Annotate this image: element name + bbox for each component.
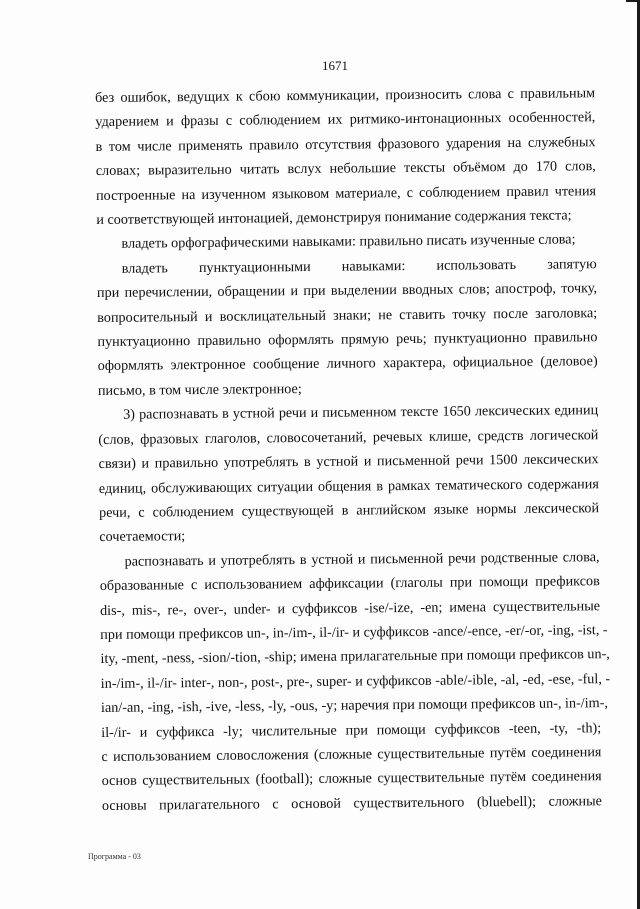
text-line: сочетаемости; xyxy=(99,528,186,546)
body-text xyxy=(95,81,611,818)
text-line: владеть пунктуационными навыками: использовать запятую xyxy=(121,256,597,277)
text-line: образованные с использованием аффиксации (глаголы при помощи префиксов xyxy=(99,573,600,595)
paragraph xyxy=(97,252,598,403)
text-line: речи, с соблюдением существующей в английском языке нормы лексической xyxy=(99,500,600,521)
text-line: связи) и правильно употреблять в устной и письменной речи 1500 лексических xyxy=(98,451,599,473)
text-line: и соответствующей интонацией, демонстрируя понимание содержания текста; xyxy=(96,207,572,229)
text-line: построенные на изученном языковом материале, с соблюдением правил чтения xyxy=(95,182,597,204)
text-line: пунктуационно правильно оформлять прямую речь; пунктуационно правильно xyxy=(97,329,598,351)
text-line: единиц, обслуживающих ситуации общения в рамках тематического содержания xyxy=(98,475,599,497)
text-line: dis-, mis-, re-, over-, under- и суффиксов -ise/-ize, -en; имена существительные xyxy=(99,597,601,619)
text-line: ian/-an, -ing, -ish, -ive, -less, -ly, -ous, -y; наречия при помощи префиксов un-, in-/im-, xyxy=(100,695,609,717)
paragraph xyxy=(99,545,611,818)
page-number: 1671 xyxy=(322,58,348,73)
text-line: основ существительных (football); сложные существительные путём соединения xyxy=(101,768,602,790)
text-line: владеть орфографическими навыками: правильно писать изученные слова; xyxy=(121,231,576,253)
text-line: ударением и фразы с соблюдением их ритмико-интонационных особенностей, xyxy=(95,109,596,131)
text-line: словах; выразительно читать вслух небольшие тексты объёмом до 170 слов, xyxy=(95,158,596,180)
text-line: с использованием словосложения (сложные существительные путём соединения xyxy=(101,744,602,765)
text-line: в том числе применять правило отсутствия фразового ударения на служебных xyxy=(95,134,596,155)
text-line: (слов, фразовых глаголов, словосочетаний, речевых клише, средств логической xyxy=(98,426,599,448)
text-line: при перечислении, обращении и при выделении вводных слов; апостроф, точку, xyxy=(96,280,598,302)
scan-edge-corner xyxy=(626,0,640,2)
paragraph xyxy=(95,81,596,232)
text-line: при помощи префиксов un-, in-/im-, il-/ir- и суффиксов -ance/-ence, -er/-or, -ing, -ist, - xyxy=(100,622,608,643)
text-line: вопросительный и восклицательный знаки; не ставить точку после заголовка; xyxy=(97,304,598,326)
paragraph xyxy=(98,398,599,549)
text-line: il-/ir- и суффикса -ly; числительные при помощи суффиксов -teen, -ty, -th); xyxy=(101,719,602,741)
text-line: распознавать и употреблять в устной и письменной речи родственные слова, xyxy=(124,548,600,570)
text-line: 3) распознавать в устной речи и письменном тексте 1650 лексических единиц xyxy=(123,402,599,424)
text-line: оформлять электронное сообщение личного характера, официальное (деловое) xyxy=(97,353,598,375)
text-line: основы прилагательного с основой существительного (bluebell); сложные xyxy=(101,792,602,814)
footer-label: Программа - 03 xyxy=(88,852,141,861)
text-line: без ошибок, ведущих к сбою коммуникации, произносить слова с правильным xyxy=(95,85,596,106)
text-line: in-/im-, il-/ir- inter-, non-, post-, pre-, super- и суффиксов -able/-ible, -al, -ed, -ese, -ful, - xyxy=(100,670,611,692)
text-line: письмо, в том числе электронное; xyxy=(97,380,302,399)
text-line: ity, -ment, -ness, -sion/-tion, -ship; имена прилагательные при помощи префиксов un-, xyxy=(100,646,610,668)
